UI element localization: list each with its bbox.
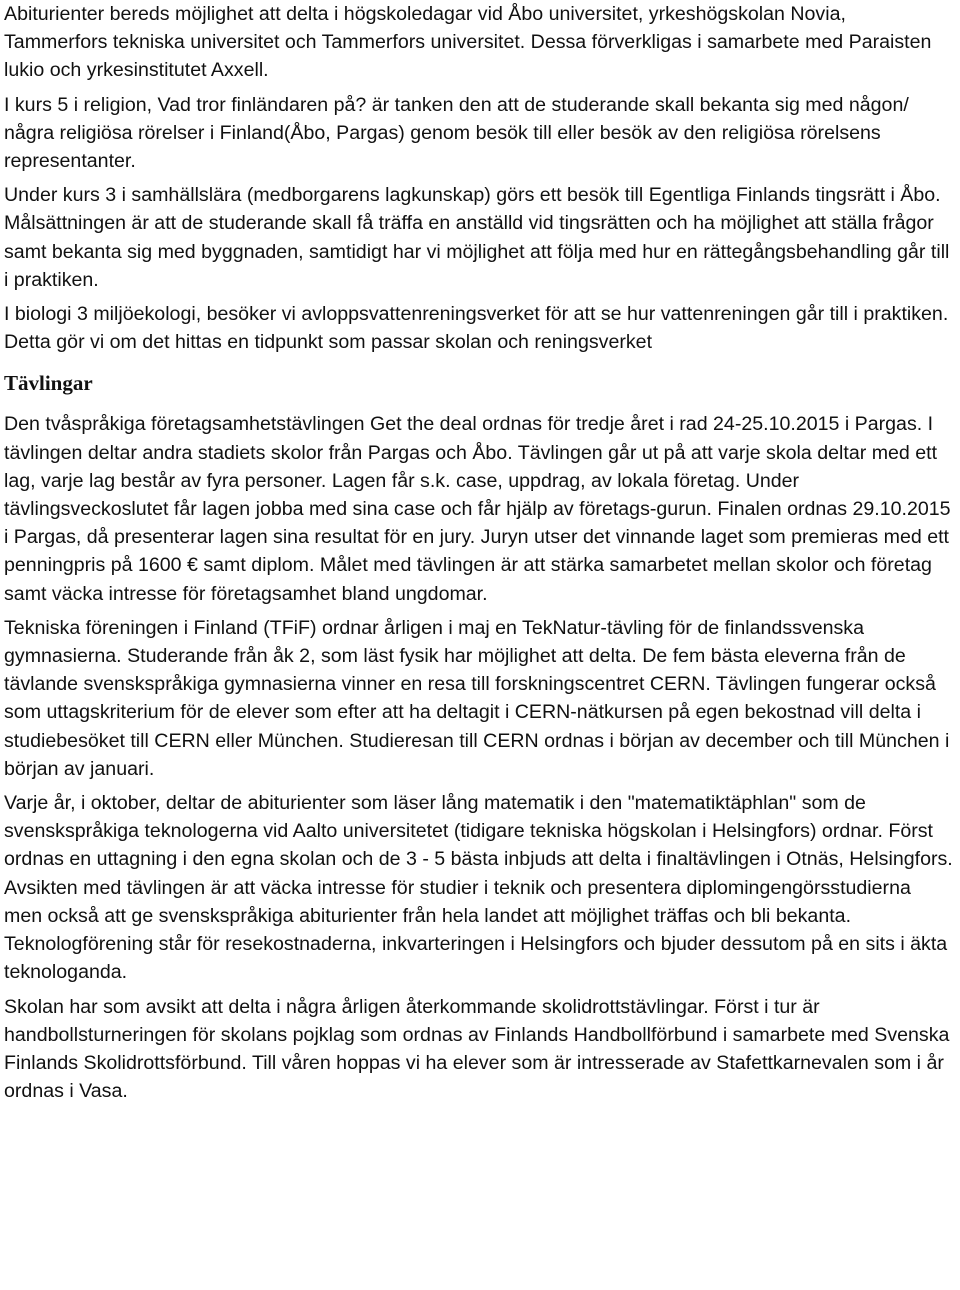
paragraph-civics-course: Under kurs 3 i samhällslära (medborgarens lagkunskap) görs ett besök till Egentliga Finlands tingsrätt i Åbo. Målsättningen är att de studerande skall få träffa en anställd vid tingsrätten och ha möjlighet att ställa frågor samt bekanta sig med byggnaden, samtidigt har vi möjlighet att följa med hur en rättegångsbehandling går till i praktiken. (4, 184, 950, 291)
paragraph-teknatur: Tekniska föreningen i Finland (TFiF) ordnar årligen i maj en TekNatur-tävling för de finlandssvenska gymnasierna. Studerande från åk 2, som läst fysik har möjlighet att delta. De fem bästa eleverna från de tävlande svenskspråkiga gymnasierna vinner en resa till forskningscentret CERN. Tävlingen fungerar också som uttagskriterium för de elever som efter att ha deltagit i CERN-nätkursen på egen bekostnad vill delta i studiebesöket till CERN eller München. Studieresan till CERN ordnas i början av december och till München i början av januari. (4, 616, 950, 780)
document-page (4, 0, 954, 1111)
paragraph-math-competition: Varje år, i oktober, deltar de abiturienter som läser lång matematik i den "matematiktäphlan" som de svenskspråkiga teknologerna vid Aalto universitetet (tidigare tekniska högskolan i Helsingfors) ordnar. Först ordnas en uttagning i den egna skolan och de 3 - 5 bästa inbjuds att delta i finaltävlingen i Otnäs, Helsingfors. Avsikten med tävlingen är att väcka intresse för studier i teknik och presentera diplomingengörsstudierna men också att ge svenskspråkiga abiturienter från hela landet att möjlighet träffas och bli bekanta. Teknologförening står för resekostnaderna, inkvarteringen i Helsingfors och bjuder dessutom på en sits i äkta teknologanda. (4, 792, 953, 984)
paragraph-higher-education-days: Abiturienter bereds möjlighet att delta i högskoledagar vid Åbo universitet, yrkeshögskolan Novia, Tammerfors tekniska universitet och Tammerfors universitet. Dessa förverkligas i samarbete med Paraisten lukio och yrkesinstitutet Axxell. (4, 3, 932, 82)
section-heading-competitions: Tävlingar (4, 371, 93, 396)
paragraph-school-sports: Skolan har som avsikt att delta i några årligen återkommande skolidrottstävlingar. Först i tur är handbollsturneringen för skolans pojklag som ordnas av Finlands Handbollförbund i samarbete med Svenska Finlands Skolidrottsförbund. Till våren hoppas vi ha elever som är intresserade av Stafettkarnevalen som i år ordnas i Vasa. (4, 995, 950, 1103)
paragraph-religion-course: I kurs 5 i religion, Vad tror finländaren på? är tanken den att de studerande skall bekanta sig med någon/ några religiösa rörelser i Finland(Åbo, Pargas) genom besök till eller besök av den religiösa rörelsens representanter. (4, 93, 909, 173)
paragraph-get-the-deal: Den tvåspråkiga företagsamhetstävlingen Get the deal ordnas för tredje året i rad 24-25.10.2015 i Pargas. I tävlingen deltar andra stadiets skolor från Pargas och Åbo. Tävlingen går ut på att varje skola deltar med ett lag, varje lag består av fyra personer. Lagen får s.k. case, uppdrag, av lokala företag. Under tävlingsveckoslutet får lagen jobba med sina case och får hjälp av företags-gurun. Finalen ordnas 29.10.2015 i Pargas, då presenterar lagen sina resultat för en jury. Juryn utser det vinnande laget som premieras med ett penningpris på 1600 € samt diplom. Målet med tävlingen är att stärka samarbetet mellan skolor och företag samt väcka intresse för företagsamhet bland ungdomar. (4, 413, 951, 605)
paragraph-biology-course: I biologi 3 miljöekologi, besöker vi avloppsvattenreningsverket för att se hur vattenreningen går till i praktiken. Detta gör vi om det hittas en tidpunkt som passar skolan och reningsverket (4, 303, 949, 354)
